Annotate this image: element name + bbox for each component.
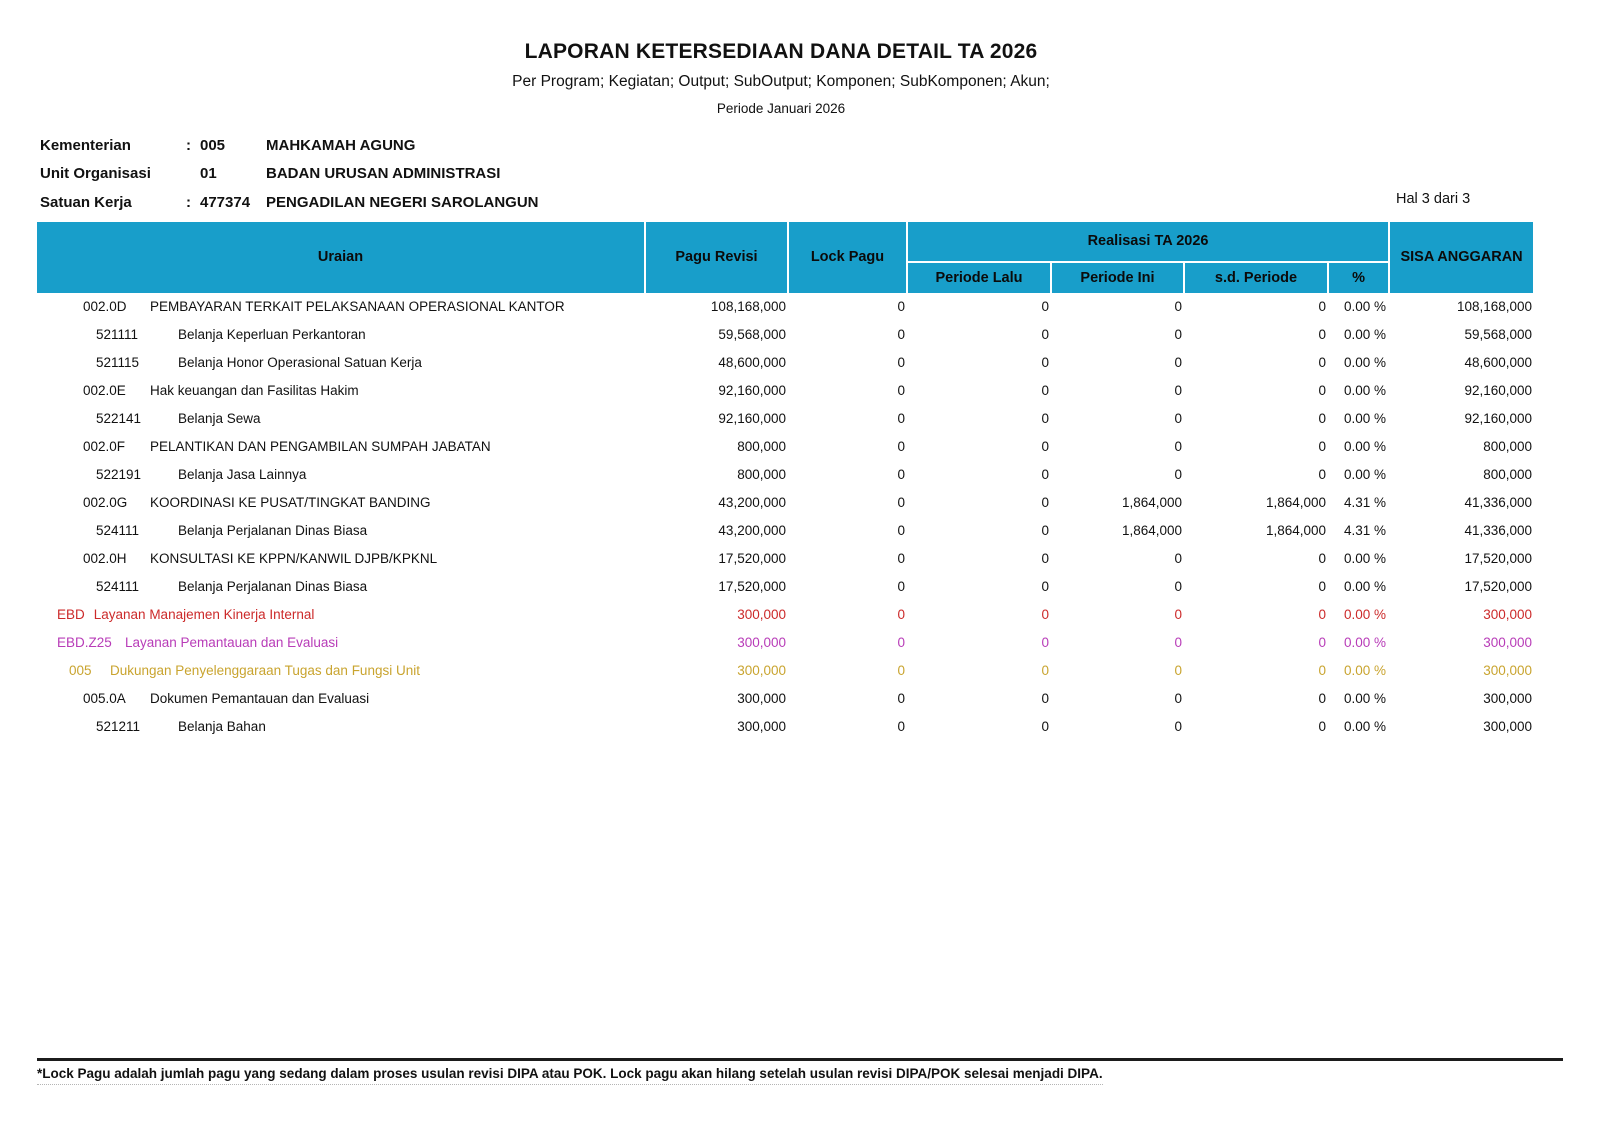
budget-table: [37, 222, 1533, 741]
cell-percent: 0.00 %: [1344, 411, 1387, 426]
table-row: [37, 321, 1533, 349]
cell-periode-lalu: 0: [1041, 439, 1049, 454]
cell-periode-ini: 0: [1174, 691, 1182, 706]
row-description: KONSULTASI KE KPPN/KANWIL DJPB/KPKNL: [150, 551, 438, 566]
cell-lock-pagu: 0: [897, 467, 905, 482]
cell-pagu-revisi: 300,000: [737, 663, 786, 678]
header-uraian: Uraian: [37, 222, 646, 293]
row-code: 005.0A: [83, 691, 126, 706]
cell-periode-lalu: 0: [1041, 635, 1049, 650]
header-percent: %: [1329, 263, 1390, 293]
row-description: PELANTIKAN DAN PENGAMBILAN SUMPAH JABATAN: [150, 439, 491, 454]
report-period: Periode Januari 2026: [716, 101, 846, 116]
cell-periode-lalu: 0: [1041, 467, 1049, 482]
cell-sd-periode: 0: [1318, 467, 1326, 482]
cell-uraian: [37, 657, 646, 685]
row-description: Dukungan Penyelenggaraan Tugas dan Fungsi Unit: [110, 663, 420, 678]
header-pagu-revisi: Pagu Revisi: [646, 222, 789, 293]
row-description: Belanja Honor Operasional Satuan Kerja: [178, 355, 422, 370]
cell-sd-periode: 0: [1318, 663, 1326, 678]
cell-pagu-revisi: 59,568,000: [718, 327, 786, 342]
cell-sisa-anggaran: 48,600,000: [1464, 355, 1533, 370]
cell-lock-pagu: 0: [897, 663, 905, 678]
cell-sd-periode: 0: [1318, 383, 1326, 398]
cell-periode-ini: 0: [1174, 579, 1182, 594]
table-row: [37, 349, 1533, 377]
cell-percent: 0.00 %: [1344, 327, 1387, 342]
cell-percent: 4.31 %: [1344, 523, 1387, 538]
row-code: 521115: [96, 355, 140, 370]
table-row: [37, 461, 1533, 489]
row-description: Layanan Pemantauan dan Evaluasi: [125, 635, 339, 650]
report-header: [0, 40, 1562, 116]
row-description: Belanja Perjalanan Dinas Biasa: [178, 579, 368, 594]
cell-periode-ini: 0: [1174, 719, 1182, 734]
table-row: [37, 601, 1533, 629]
cell-percent: 0.00 %: [1344, 663, 1387, 678]
table-row: [37, 489, 1533, 517]
row-code: 521211: [96, 719, 141, 734]
cell-lock-pagu: 0: [897, 607, 905, 622]
row-description: Layanan Manajemen Kinerja Internal: [93, 607, 315, 622]
meta-line-kementerian: [40, 131, 539, 160]
row-description: PEMBAYARAN TERKAIT PELAKSANAAN OPERASIONAL KANTOR: [150, 299, 565, 314]
cell-lock-pagu: 0: [897, 495, 905, 510]
cell-uraian: [37, 601, 646, 629]
cell-uraian: [37, 629, 646, 657]
cell-percent: 0.00 %: [1344, 355, 1387, 370]
cell-percent: 0.00 %: [1344, 691, 1387, 706]
cell-uraian: [37, 405, 646, 433]
header-periode-ini: Periode Ini: [1052, 263, 1185, 293]
meta-separator: :: [186, 136, 191, 154]
cell-periode-ini: 0: [1174, 663, 1182, 678]
table-row: [37, 545, 1533, 573]
cell-sd-periode: 0: [1318, 327, 1326, 342]
table-row: [37, 713, 1533, 741]
header-lock-pagu: Lock Pagu: [789, 222, 908, 293]
cell-uraian: [37, 545, 646, 573]
cell-sisa-anggaran: 800,000: [1483, 439, 1533, 454]
row-code: 522191: [96, 467, 142, 482]
cell-uraian: [37, 713, 646, 741]
cell-periode-lalu: 0: [1041, 383, 1049, 398]
cell-sisa-anggaran: 17,520,000: [1464, 579, 1533, 594]
cell-percent: 0.00 %: [1344, 719, 1387, 734]
meta-label: Satuan Kerja: [40, 193, 132, 211]
row-code: 005: [69, 663, 92, 678]
meta-separator: :: [186, 193, 191, 211]
cell-sisa-anggaran: 17,520,000: [1464, 551, 1533, 566]
cell-sisa-anggaran: 59,568,000: [1464, 327, 1533, 342]
row-code: 002.0G: [83, 495, 128, 510]
row-description: Belanja Perjalanan Dinas Biasa: [178, 523, 368, 538]
cell-percent: 0.00 %: [1344, 579, 1387, 594]
cell-periode-lalu: 0: [1041, 579, 1049, 594]
meta-line-unit-organisasi: [40, 160, 539, 189]
meta-code: 005: [200, 136, 226, 154]
cell-lock-pagu: 0: [897, 411, 905, 426]
row-description: Hak keuangan dan Fasilitas Hakim: [150, 383, 359, 398]
cell-sisa-anggaran: 92,160,000: [1464, 383, 1533, 398]
footnote-text: *Lock Pagu adalah jumlah pagu yang sedang dalam proses usulan revisi DIPA atau POK. Lock pagu akan hilang setelah usulan revisi DIPA/POK selesai menjadi DIPA.: [37, 1066, 1103, 1085]
cell-uraian: [37, 573, 646, 601]
cell-periode-lalu: 0: [1041, 607, 1049, 622]
cell-periode-ini: 0: [1174, 439, 1182, 454]
cell-sd-periode: 0: [1318, 607, 1326, 622]
cell-pagu-revisi: 92,160,000: [718, 411, 786, 426]
cell-sisa-anggaran: 41,336,000: [1464, 523, 1533, 538]
row-code: 002.0F: [83, 439, 126, 454]
cell-pagu-revisi: 300,000: [737, 635, 786, 650]
cell-sd-periode: 0: [1318, 355, 1326, 370]
cell-periode-ini: 0: [1174, 383, 1182, 398]
cell-sd-periode: 0: [1318, 439, 1326, 454]
cell-sd-periode: 0: [1318, 411, 1326, 426]
cell-periode-ini: 0: [1174, 355, 1182, 370]
meta-name: MAHKAMAH AGUNG: [266, 136, 416, 154]
cell-periode-ini: 0: [1174, 607, 1182, 622]
cell-uraian: [37, 321, 646, 349]
cell-lock-pagu: 0: [897, 719, 905, 734]
cell-sisa-anggaran: 92,160,000: [1464, 411, 1533, 426]
cell-periode-ini: 0: [1174, 635, 1182, 650]
cell-periode-lalu: 0: [1041, 495, 1049, 510]
cell-lock-pagu: 0: [897, 635, 905, 650]
header-periode-lalu: Periode Lalu: [908, 263, 1052, 293]
cell-percent: 0.00 %: [1344, 299, 1387, 314]
cell-sisa-anggaran: 41,336,000: [1464, 495, 1533, 510]
cell-pagu-revisi: 800,000: [737, 467, 786, 482]
cell-percent: 0.00 %: [1344, 467, 1387, 482]
cell-periode-lalu: 0: [1041, 551, 1049, 566]
row-code: 002.0E: [83, 383, 126, 398]
meta-label: Unit Organisasi: [40, 165, 151, 183]
header-sd-periode: s.d. Periode: [1185, 263, 1329, 293]
meta-name: BADAN URUSAN ADMINISTRASI: [266, 165, 501, 183]
row-description: Belanja Jasa Lainnya: [178, 467, 307, 482]
row-code: EBD: [57, 607, 85, 622]
page-number: Hal 3 dari 3: [1396, 191, 1471, 207]
cell-percent: 0.00 %: [1344, 551, 1387, 566]
cell-periode-lalu: 0: [1041, 299, 1049, 314]
cell-sd-periode: 0: [1318, 579, 1326, 594]
meta-line-satuan-kerja: [40, 188, 539, 217]
meta-label: Kementerian: [40, 136, 131, 154]
cell-periode-lalu: 0: [1041, 355, 1049, 370]
cell-lock-pagu: 0: [897, 551, 905, 566]
row-code: 524111: [96, 579, 140, 594]
cell-pagu-revisi: 17,520,000: [718, 579, 786, 594]
cell-pagu-revisi: 48,600,000: [718, 355, 786, 370]
cell-sisa-anggaran: 108,168,000: [1456, 299, 1533, 314]
cell-lock-pagu: 0: [897, 327, 905, 342]
cell-periode-ini: 0: [1174, 327, 1182, 342]
cell-uraian: [37, 377, 646, 405]
cell-periode-lalu: 0: [1041, 663, 1049, 678]
meta-code: 477374: [200, 193, 251, 211]
row-description: Belanja Keperluan Perkantoran: [178, 327, 366, 342]
cell-periode-ini: 0: [1174, 299, 1182, 314]
row-code: 524111: [96, 523, 140, 538]
cell-lock-pagu: 0: [897, 299, 905, 314]
cell-percent: 0.00 %: [1344, 607, 1387, 622]
row-code: EBD.Z25: [57, 635, 112, 650]
cell-lock-pagu: 0: [897, 523, 905, 538]
row-code: 521111: [96, 327, 139, 342]
cell-periode-lalu: 0: [1041, 691, 1049, 706]
cell-uraian: [37, 517, 646, 545]
cell-pagu-revisi: 43,200,000: [718, 523, 786, 538]
cell-periode-ini: 0: [1174, 411, 1182, 426]
cell-pagu-revisi: 92,160,000: [718, 383, 786, 398]
cell-pagu-revisi: 43,200,000: [718, 495, 786, 510]
cell-uraian: [37, 349, 646, 377]
report-title: LAPORAN KETERSEDIAAN DANA DETAIL TA 2026: [524, 40, 1038, 63]
table-row: [37, 433, 1533, 461]
table-header: [37, 222, 1533, 293]
cell-lock-pagu: 0: [897, 355, 905, 370]
cell-periode-lalu: 0: [1041, 523, 1049, 538]
table-row: [37, 685, 1533, 713]
cell-pagu-revisi: 17,520,000: [718, 551, 786, 566]
cell-lock-pagu: 0: [897, 579, 905, 594]
cell-periode-lalu: 0: [1041, 719, 1049, 734]
cell-sd-periode: 0: [1318, 551, 1326, 566]
cell-sisa-anggaran: 300,000: [1483, 719, 1533, 734]
header-realisasi-group: Realisasi TA 2026: [908, 222, 1390, 263]
cell-sisa-anggaran: 300,000: [1483, 607, 1533, 622]
row-description: Belanja Bahan: [178, 719, 266, 734]
row-code: 002.0D: [83, 299, 127, 314]
cell-sisa-anggaran: 300,000: [1483, 691, 1533, 706]
cell-sd-periode: 1,864,000: [1265, 523, 1326, 538]
cell-uraian: [37, 685, 646, 713]
cell-periode-lalu: 0: [1041, 411, 1049, 426]
cell-periode-ini: 1,864,000: [1121, 523, 1182, 538]
cell-periode-ini: 0: [1174, 551, 1182, 566]
row-description: KOORDINASI KE PUSAT/TINGKAT BANDING: [150, 495, 431, 510]
cell-sd-periode: 1,864,000: [1265, 495, 1326, 510]
cell-pagu-revisi: 300,000: [737, 691, 786, 706]
report-subtitle: Per Program; Kegiatan; Output; SubOutput; Komponen; SubKomponen; Akun;: [512, 73, 1050, 90]
cell-percent: 4.31 %: [1344, 495, 1387, 510]
cell-sd-periode: 0: [1318, 299, 1326, 314]
cell-uraian: [37, 293, 646, 321]
cell-sisa-anggaran: 300,000: [1483, 635, 1533, 650]
cell-percent: 0.00 %: [1344, 635, 1387, 650]
meta-name: PENGADILAN NEGERI SAROLANGUN: [266, 193, 539, 211]
table-row: [37, 657, 1533, 685]
table-row: [37, 629, 1533, 657]
footnote: [37, 1058, 1563, 1085]
table-row: [37, 405, 1533, 433]
cell-periode-lalu: 0: [1041, 327, 1049, 342]
cell-lock-pagu: 0: [897, 383, 905, 398]
cell-sisa-anggaran: 300,000: [1483, 663, 1533, 678]
table-body: [37, 293, 1533, 741]
meta-code: 01: [200, 165, 217, 183]
cell-lock-pagu: 0: [897, 691, 905, 706]
cell-uraian: [37, 489, 646, 517]
cell-periode-ini: 0: [1174, 467, 1182, 482]
cell-uraian: [37, 433, 646, 461]
cell-periode-ini: 1,864,000: [1121, 495, 1182, 510]
table-row: [37, 293, 1533, 321]
cell-sisa-anggaran: 800,000: [1483, 467, 1533, 482]
cell-pagu-revisi: 108,168,000: [710, 299, 786, 314]
cell-sd-periode: 0: [1318, 635, 1326, 650]
cell-pagu-revisi: 300,000: [737, 719, 786, 734]
cell-pagu-revisi: 800,000: [737, 439, 786, 454]
header-sisa-anggaran: SISA ANGGARAN: [1390, 222, 1533, 293]
cell-sd-periode: 0: [1318, 719, 1326, 734]
cell-uraian: [37, 461, 646, 489]
cell-percent: 0.00 %: [1344, 439, 1387, 454]
table-row: [37, 377, 1533, 405]
cell-lock-pagu: 0: [897, 439, 905, 454]
table-row: [37, 517, 1533, 545]
row-code: 522141: [96, 411, 142, 426]
cell-sd-periode: 0: [1318, 691, 1326, 706]
cell-percent: 0.00 %: [1344, 383, 1387, 398]
row-description: Dokumen Pemantauan dan Evaluasi: [150, 691, 370, 706]
cell-pagu-revisi: 300,000: [737, 607, 786, 622]
table-row: [37, 573, 1533, 601]
row-description: Belanja Sewa: [178, 411, 261, 426]
row-code: 002.0H: [83, 551, 127, 566]
report-meta: [40, 131, 539, 217]
